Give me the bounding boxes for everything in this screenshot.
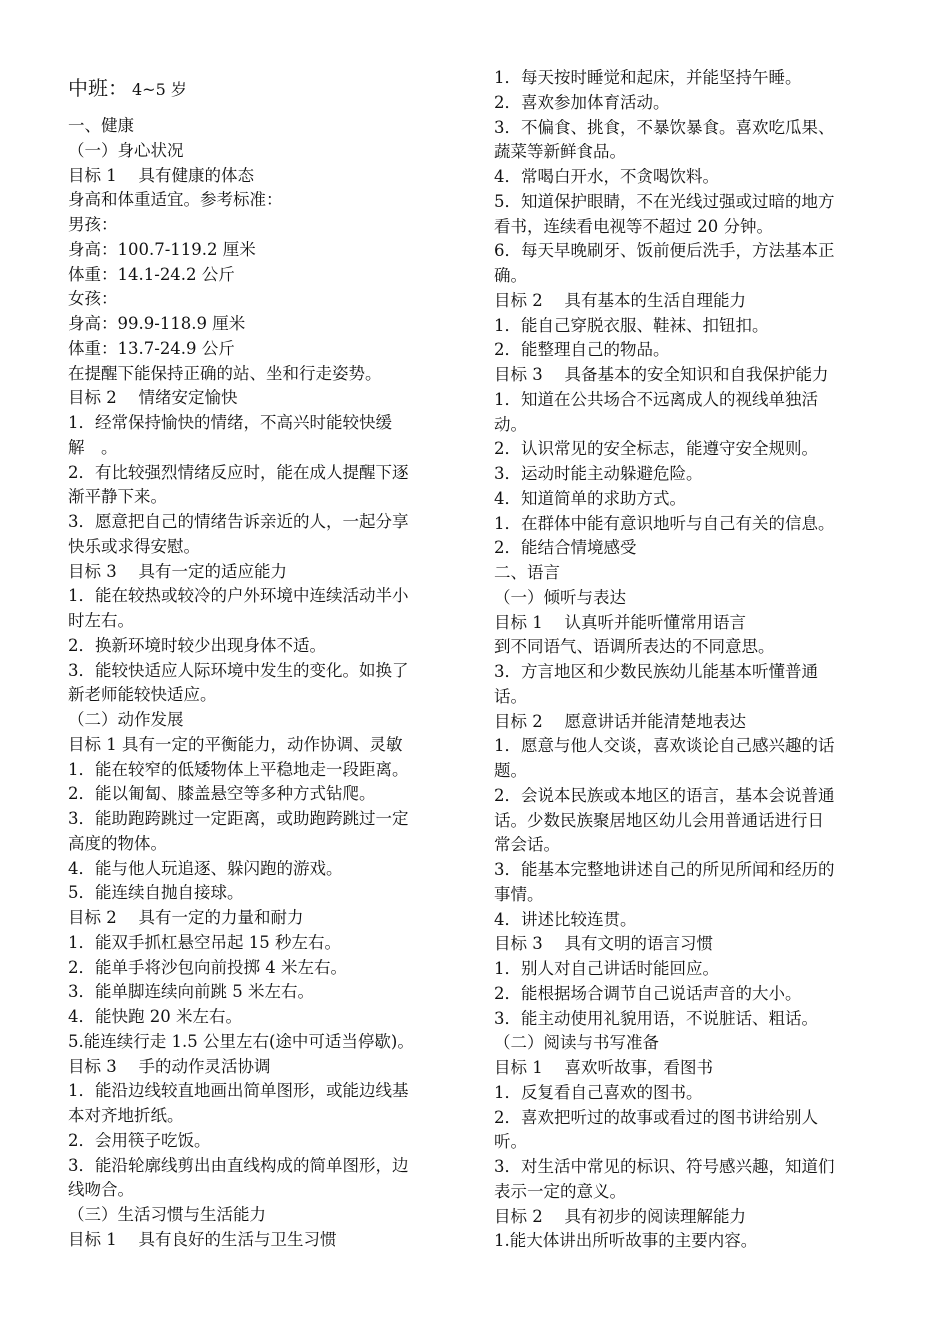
text-line: 5.能连续行走 1.5 公里左右(途中可适当停歇)。: [68, 1031, 414, 1051]
text-line: 2．能结合情境感受: [494, 538, 637, 558]
text-line: 蔬菜等新鲜食品。: [494, 142, 626, 162]
text-line: 目标 2 具有一定的力量和耐力: [68, 908, 304, 927]
text-line: 3．能较快适应人际环境中发生的变化。如换了: [68, 660, 409, 680]
text-line: 3．运动时能主动躲避危险。: [494, 464, 703, 483]
text-line: 听。: [494, 1132, 527, 1152]
text-line: 解 。: [68, 437, 118, 457]
text-line: 3．能助跑跨跳过一定距离，或助跑跨跳过一定: [68, 809, 409, 828]
text-line: 2．能整理自己的物品。: [494, 340, 670, 360]
text-line: 1．愿意与他人交谈，喜欢谈论自己感兴趣的话: [494, 736, 835, 756]
text-line: 1．能沿边线较直地画出简单图形，或能边线基: [68, 1081, 409, 1101]
text-line: 3．方言地区和少数民族幼儿能基本听懂普通: [494, 662, 818, 681]
text-line: 3．能主动使用礼貌用语，不说脏话、粗话。: [494, 1008, 818, 1028]
text-line: 话。: [494, 686, 527, 706]
text-line: （二）阅读与书写准备: [494, 1033, 659, 1053]
text-line: 1．能在较窄的低矮物体上平稳地走一段距离。: [68, 759, 409, 779]
text-line: 目标 2 愿意讲话并能清楚地表达: [494, 711, 746, 731]
text-line: 1．知道在公共场合不远离成人的视线单独活: [494, 389, 818, 409]
text-line: 线吻合。: [68, 1180, 134, 1200]
text-line: 二、语言: [494, 563, 560, 582]
text-line: 目标 2 具有初步的阅读理解能力: [494, 1206, 746, 1226]
text-line: 4．能快跑 20 米左右。: [68, 1007, 242, 1026]
text-line: 目标 1 具有一定的平衡能力，动作协调、灵敏: [68, 734, 403, 754]
text-line: 1．能自己穿脱衣服、鞋袜、扣钮扣。: [494, 315, 769, 335]
text-line: 目标 1 具有健康的体态: [68, 165, 254, 185]
text-line: 4．能与他人玩追逐、躲闪跑的游戏。: [68, 858, 343, 878]
text-line: （一）倾听与表达: [494, 587, 626, 607]
text-line: 3．愿意把自己的情绪告诉亲近的人，一起分享: [68, 512, 409, 531]
text-line: 目标 3 具有一定的适应能力: [68, 561, 287, 581]
text-line: 3．对生活中常见的标识、符号感兴趣，知道们: [494, 1157, 835, 1176]
page-title: [68, 74, 468, 104]
text-line: 1．经常保持愉快的情绪，不高兴时能较快缓: [68, 413, 392, 432]
text-line: 身高和体重适宜。参考标准：: [68, 190, 283, 210]
text-line: 2．能单手将沙包向前投掷 4 米左右。: [68, 957, 347, 977]
page-title-age: 4~5 岁: [132, 80, 187, 99]
left-text-lines: [68, 114, 468, 1253]
text-line: 4．知道简单的求助方式。: [494, 488, 686, 508]
text-line: 6．每天早晚刷牙、饭前便后洗手，方法基本正: [494, 241, 835, 261]
text-line: 5．知道保护眼睛，不在光线过强或过暗的地方: [494, 191, 835, 211]
text-line: 目标 3 手的动作灵活协调: [68, 1056, 271, 1076]
text-line: 1．能在较热或较冷的户外环境中连续活动半小: [68, 586, 409, 606]
text-line: 时左右。: [68, 611, 134, 630]
text-line: 本对齐地折纸。: [68, 1106, 184, 1125]
text-line: 事情。: [494, 884, 544, 904]
text-line: 2．喜欢把听过的故事或看过的图书讲给别人: [494, 1107, 818, 1127]
text-line: 1．每天按时睡觉和起床，并能坚持午睡。: [494, 68, 802, 87]
text-line: 2．认识常见的安全标志，能遵守安全规则。: [494, 439, 818, 459]
text-line: 2．换新环境时较少出现身体不适。: [68, 635, 326, 655]
text-line: 目标 1 认真听并能听懂常用语言: [494, 612, 746, 632]
text-line: （一）身心状况: [68, 140, 184, 160]
text-line: 4．讲述比较连贯。: [494, 909, 637, 929]
text-line: 一、健康: [68, 116, 134, 135]
text-line: 5．能连续自抛自接球。: [68, 883, 244, 903]
text-line: 2．会用筷子吃饭。: [68, 1130, 211, 1150]
page-title-main: 中班：: [68, 76, 128, 100]
left-column: [68, 74, 468, 1253]
text-line: 确。: [494, 266, 527, 285]
text-line: 体重：13.7-24.9 公斤: [68, 338, 235, 358]
text-line: 3．能沿轮廓线剪出由直线构成的简单图形，边: [68, 1155, 409, 1175]
text-line: 2．喜欢参加体育活动。: [494, 92, 670, 112]
text-line: 1．能双手抓杠悬空吊起 15 秒左右。: [68, 932, 341, 952]
text-line: 2．有比较强烈情绪反应时，能在成人提醒下逐: [68, 462, 409, 482]
text-line: 3．能单脚连续向前跳 5 米左右。: [68, 982, 314, 1002]
text-line: 3．能基本完整地讲述自己的所见所闻和经历的: [494, 860, 835, 879]
text-line: 身高：100.7-119.2 厘米: [68, 239, 256, 259]
text-line: 话。少数民族聚居地区幼儿会用普通话进行日: [494, 810, 824, 830]
text-line: 常会话。: [494, 835, 560, 855]
text-line: 身高：99.9-118.9 厘米: [68, 314, 246, 333]
text-line: 4．常喝白开水，不贪喝饮料。: [494, 167, 719, 186]
text-line: 1．反复看自己喜欢的图书。: [494, 1082, 703, 1102]
text-line: 1.能大体讲出所听故事的主要内容。: [494, 1231, 758, 1251]
text-line: 2．能根据场合调节自己说话声音的大小。: [494, 983, 802, 1003]
text-line: 目标 2 具有基本的生活自理能力: [494, 290, 746, 310]
text-line: 目标 1 喜欢听故事，看图书: [494, 1058, 713, 1077]
text-line: 动。: [494, 414, 527, 434]
text-line: 目标 1 具有良好的生活与卫生习惯: [68, 1229, 337, 1249]
text-line: 目标 3 具备基本的安全知识和自我保护能力: [494, 365, 829, 384]
text-line: 表示一定的意义。: [494, 1181, 626, 1201]
text-line: 题。: [494, 761, 527, 780]
text-line: 到不同语气、语调所表达的不同意思。: [494, 637, 775, 657]
text-line: 目标 2 情绪安定愉快: [68, 388, 238, 408]
text-line: 高度的物体。: [68, 833, 167, 853]
text-line: 1．在群体中能有意识地听与自己有关的信息。: [494, 513, 835, 533]
text-line: 男孩：: [68, 215, 118, 234]
text-line: 1．别人对自己讲话时能回应。: [494, 959, 719, 978]
right-column: [494, 66, 898, 1254]
text-line: 快乐或求得安慰。: [68, 536, 200, 556]
text-line: 体重：14.1-24.2 公斤: [68, 264, 235, 284]
text-line: 看书，连续看电视等不超过 20 分钟。: [494, 216, 773, 236]
text-line: 渐平静下来。: [68, 487, 167, 507]
text-line: 3．不偏食、挑食，不暴饮暴食。喜欢吃瓜果、: [494, 117, 835, 137]
text-line: 2．能以匍匐、膝盖悬空等多种方式钻爬。: [68, 784, 376, 804]
text-line: （二）动作发展: [68, 710, 184, 729]
text-line: 新老师能较快适应。: [68, 685, 217, 705]
text-line: 目标 3 具有文明的语言习惯: [494, 934, 713, 954]
text-line: 2．会说本民族或本地区的语言，基本会说普通: [494, 785, 835, 805]
text-line: （三）生活习惯与生活能力: [68, 1205, 266, 1224]
text-line: 女孩：: [68, 289, 118, 309]
right-text-lines: [494, 66, 898, 1254]
text-line: 在提醒下能保持正确的站、坐和行走姿势。: [68, 363, 382, 383]
